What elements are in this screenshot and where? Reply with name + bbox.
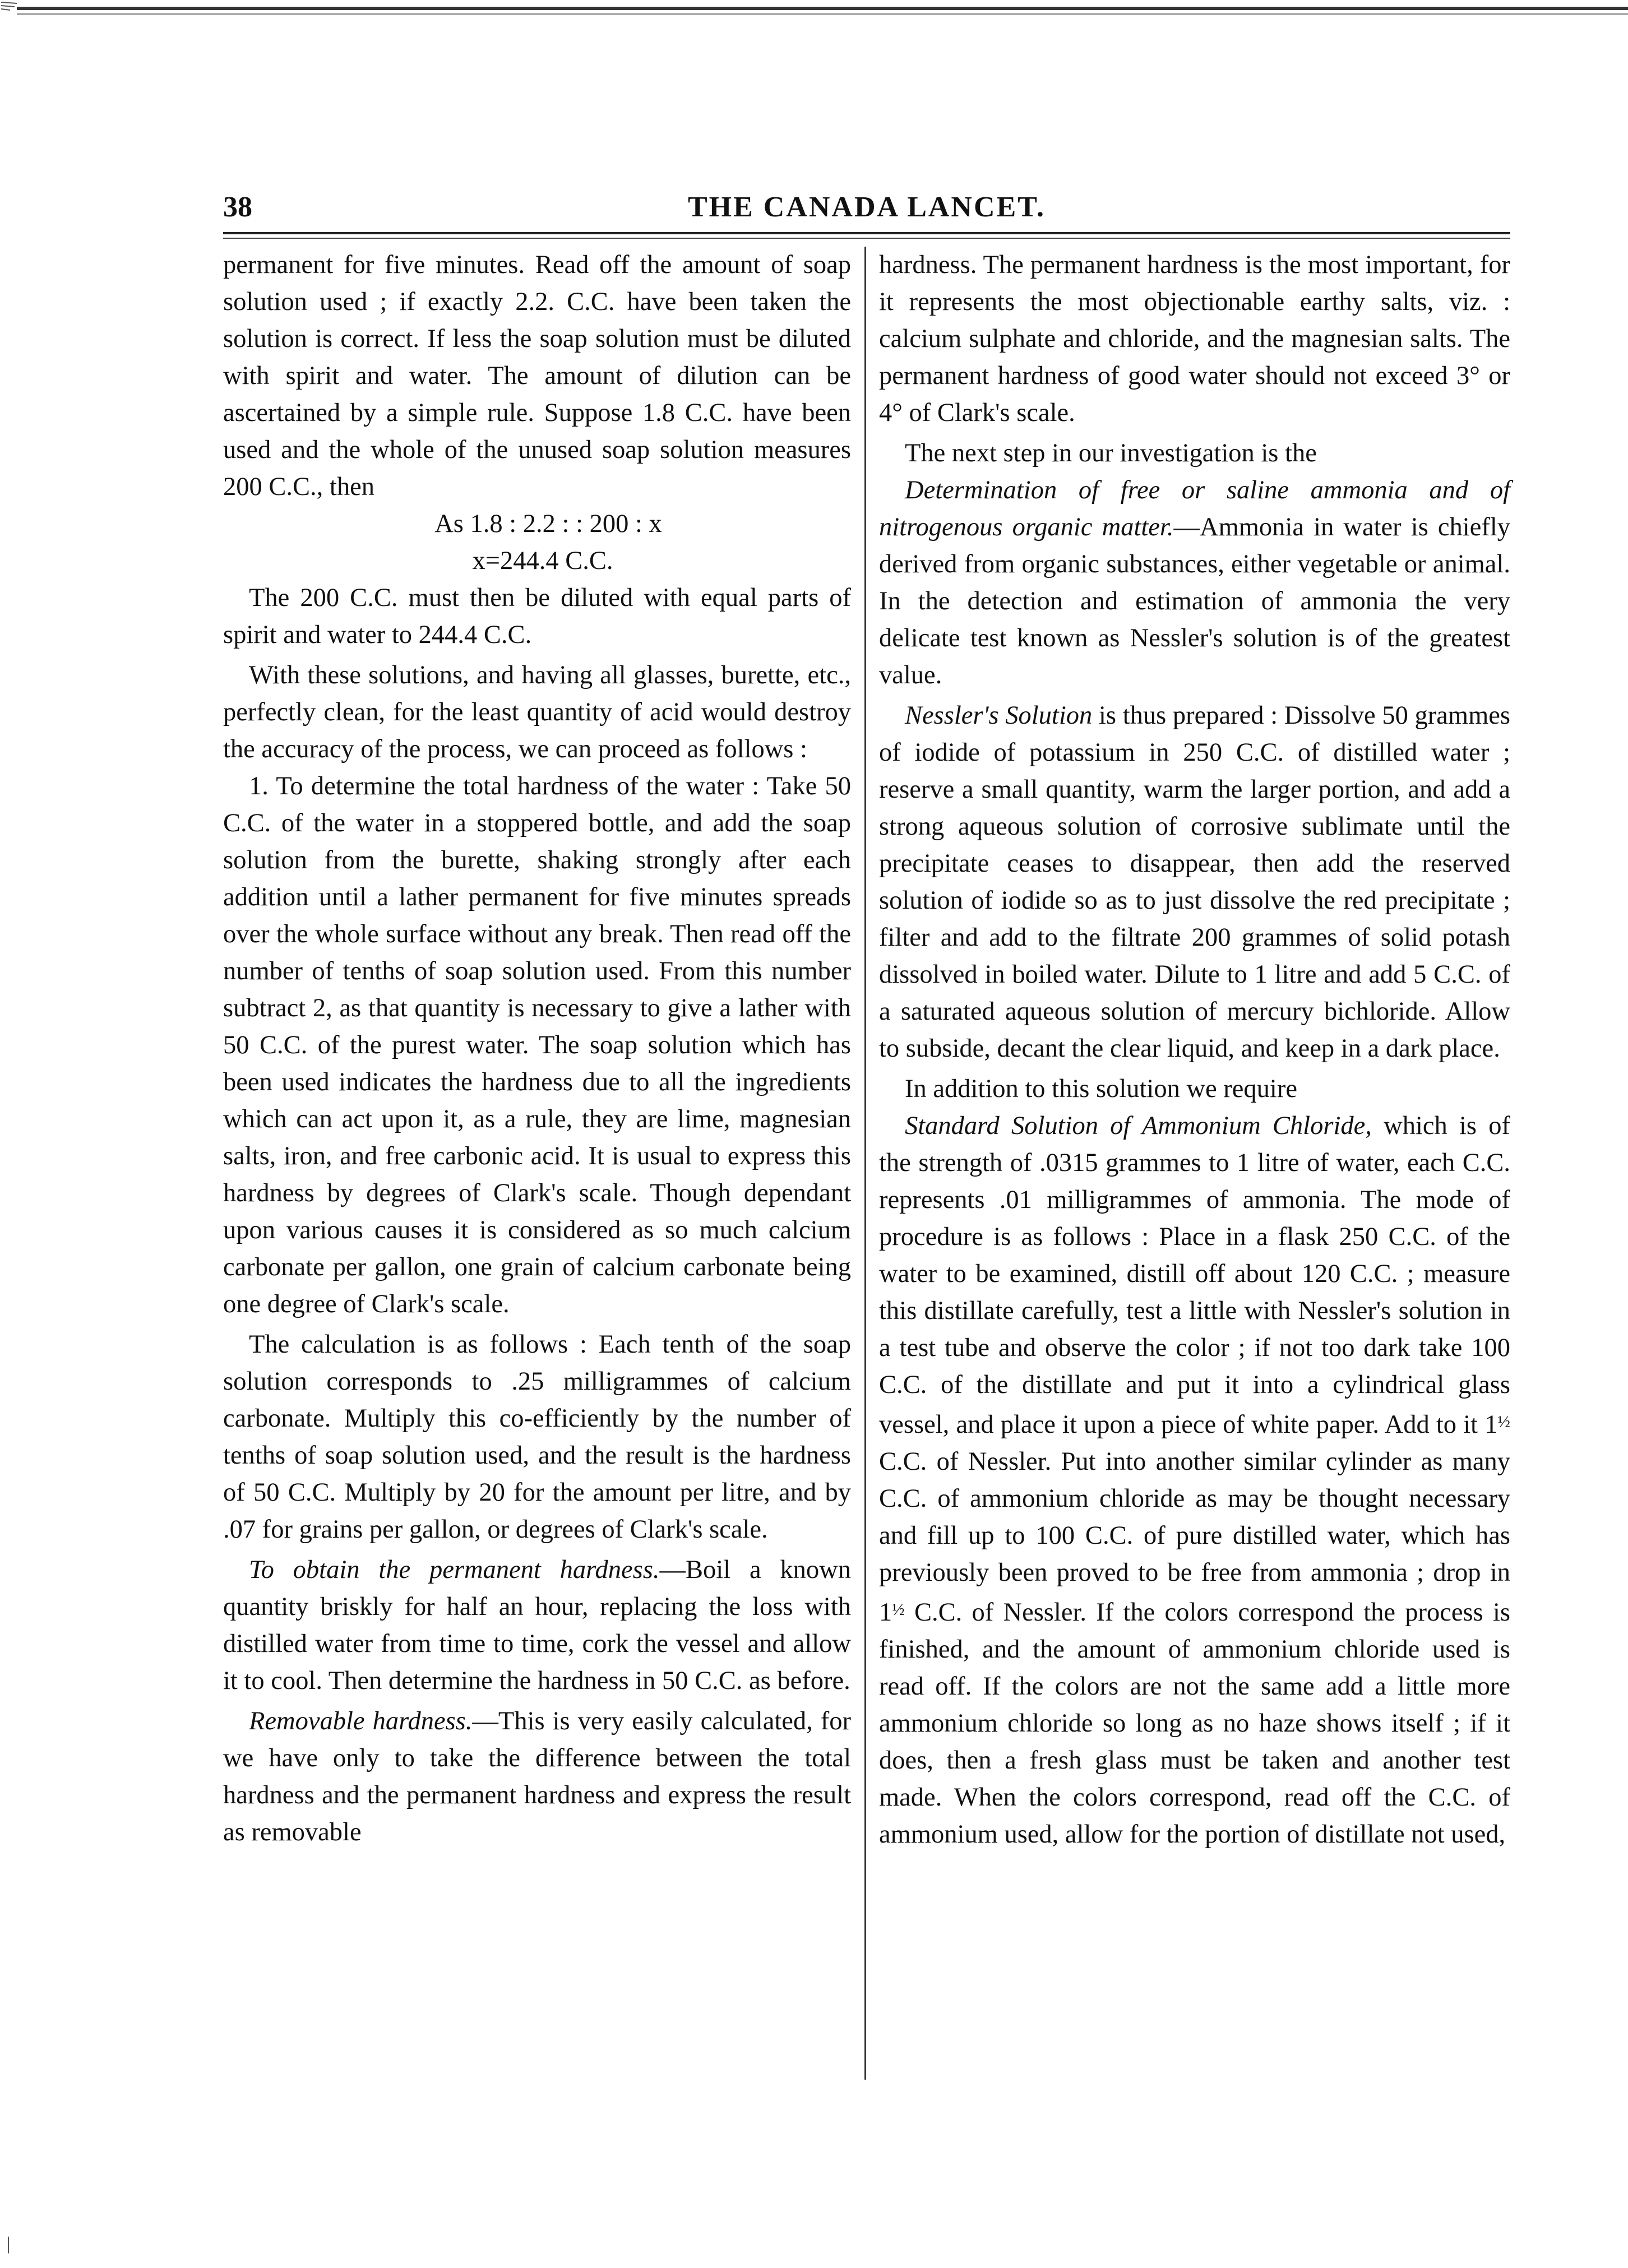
paragraph-removable-hardness	[223, 1703, 851, 1851]
paragraph-permanent-hardness	[223, 1552, 851, 1700]
paragraph-total-hardness: 1. To determine the total hardness of the water : Take 50 C.C. of the water in a stoppered bottle, and add the soap solution from the burette, shaking strongly after each addition until a lather permanent for five minutes spreads over the whole surface without any break. Then read off the number of tenths of soap solution used. From this number subtract 2, as that quantity is necessary to give a lather with 50 C.C. of the purest water. The soap solution which has been used indicates the hardness due to all the ingredients which can act upon it, as a rule, they are lime, magnesian salts, iron, and free carbonic acid. It is usual to express this hardness by degrees of Clark's scale. Though dependant upon various causes it is considered as so much calcium carbonate per gallon, one grain of calcium carbonate being one degree of Clark's scale.	[223, 772, 851, 1318]
header-rule-thin	[223, 238, 1510, 239]
paragraph: The next step in our investigation is the	[905, 439, 1317, 468]
paragraph: With these solutions, and having all glasses, burette, etc., perfectly clean, for the least quantity of acid would destroy the accuracy of the process, we can proceed as follows :	[223, 661, 851, 763]
paragraph-text: C.C. of Nessler. Put into another similar cylinder as many C.C. of ammonium chloride as may be thought necessary and fill up to 100 C.C. of pure distilled water, which has previously been proved to be free from ammonia ; drop in 1	[879, 1447, 1510, 1627]
corner-scan-mark-icon	[0, 0, 22, 17]
paragraph-text: —This is very easily calculated, for we have only to take the difference between the total hardness and the permanent hardness and express the result as removable	[223, 1707, 851, 1846]
paragraph: In addition to this solution we require	[905, 1075, 1297, 1103]
header-rule	[223, 232, 1510, 234]
column-divider	[864, 247, 866, 2080]
section-heading: To obtain the permanent hardness.	[249, 1556, 660, 1584]
paragraph-nessler	[879, 697, 1510, 1067]
left-column	[223, 247, 851, 1851]
paragraph-ammonia	[879, 472, 1510, 694]
paragraph-text: C.C. of Nessler. If the colors correspond the process is finished, and the amount of ammonium chloride used is read off. If the colors are not the same add a little more ammonium chloride so long as no haze shows itself ; if it does, then a fresh glass must be taken and another test made. When the colors correspond, read off the C.C. of ammonium used, allow for the portion of distillate not used,	[879, 1598, 1510, 1849]
paragraph: permanent for five minutes. Read off the amount of soap solution used ; if exactly 2.2. C.C. have been taken the solution is correct. If less the soap solution must be diluted with spirit and water. The amount of dilution can be ascertained by a simple rule. Suppose 1.8 C.C. have been used and the whole of the unused soap solution measures 200 C.C., then	[223, 251, 851, 501]
fraction: ½	[1497, 1413, 1510, 1431]
section-heading: Determination of free or saline ammonia and of nitrogenous organic matter.	[879, 476, 1510, 541]
paragraph-text: which is of the strength of .0315 grammes to 1 litre of water, each C.C. represents .01 milligrammes of ammonia. The mode of procedure is as follows : Place in a flask 250 C.C. of the water to be examined, distill off about 120 C.C. ; measure this distillate carefully, test a little with Nessler's solution in a test tube and observe the color ; if not too dark take 100 C.C. of the distillate and put it into a cylindrical glass vessel, and place it upon a piece of white paper. Add to it 1	[879, 1112, 1511, 1439]
page-number: 38	[223, 191, 252, 223]
paragraph: hardness. The permanent hardness is the most important, for it represents the most objectionable earthy salts, viz. : calcium sulphate and chloride, and the magnesian salts. The permanent hardness of good water should not exceed 3° or 4° of Clark's scale.	[879, 251, 1510, 427]
paragraph: The 200 C.C. must then be diluted with equal parts of spirit and water to 244.4 C.C.	[223, 584, 851, 649]
section-heading: Nessler's Solution	[905, 701, 1093, 730]
paragraph-calculation: The calculation is as follows : Each tenth of the soap solution corresponds to .25 milligrammes of calcium carbonate. Multiply this co-efficiently by the number of tenths of soap solution used, and the result is the hardness of 50 C.C. Multiply by 20 for the amount per litre, and by .07 for grains per gallon, or degrees of Clark's scale.	[223, 1330, 851, 1544]
top-rule-thin	[17, 13, 1628, 15]
equation-result: x=244.4 C.C.	[472, 547, 613, 575]
paragraph-standard-solution	[879, 1108, 1510, 1853]
equation-proportion: As 1.8 : 2.2 : : 200 : x	[434, 510, 662, 538]
section-heading: Removable hardness.	[249, 1707, 473, 1735]
paragraph-text: —Ammonia in water is chiefly derived from organic substances, either vegetable or animal. In the detection and estimation of ammonia the very delicate test known as Nessler's solution is of the greatest value.	[879, 513, 1511, 689]
page-header	[223, 185, 1510, 230]
section-heading: Standard Solution of Ammonium Chloride,	[905, 1112, 1372, 1140]
right-column	[879, 247, 1510, 1853]
paragraph-text: —Boil a known quantity briskly for half an hour, replacing the loss with distilled water from time to time, cork the vessel and allow it to cool. Then determine the hardness in 50 C.C. as before.	[223, 1556, 851, 1695]
running-title: THE CANADA LANCET.	[687, 191, 1046, 223]
top-rule	[17, 7, 1628, 10]
paragraph-text: is thus prepared : Dissolve 50 grammes of iodide of potassium in 250 C.C. of distilled water ; reserve a small quantity, warm the larger portion, and add a strong aqueous solution of corrosive sublimate until the precipitate ceases to disappear, then add the reserved solution of iodide so as to just dissolve the red precipitate ; filter and add to the filtrate 200 grammes of solid potash dissolved in boiled water. Dilute to 1 litre and add 5 C.C. of a saturated aqueous solution of mercury bichloride. Allow to subside, decant the clear liquid, and keep in a dark place.	[879, 701, 1510, 1063]
fraction: ½	[892, 1600, 905, 1619]
scan-edge-mark	[8, 2237, 9, 2253]
